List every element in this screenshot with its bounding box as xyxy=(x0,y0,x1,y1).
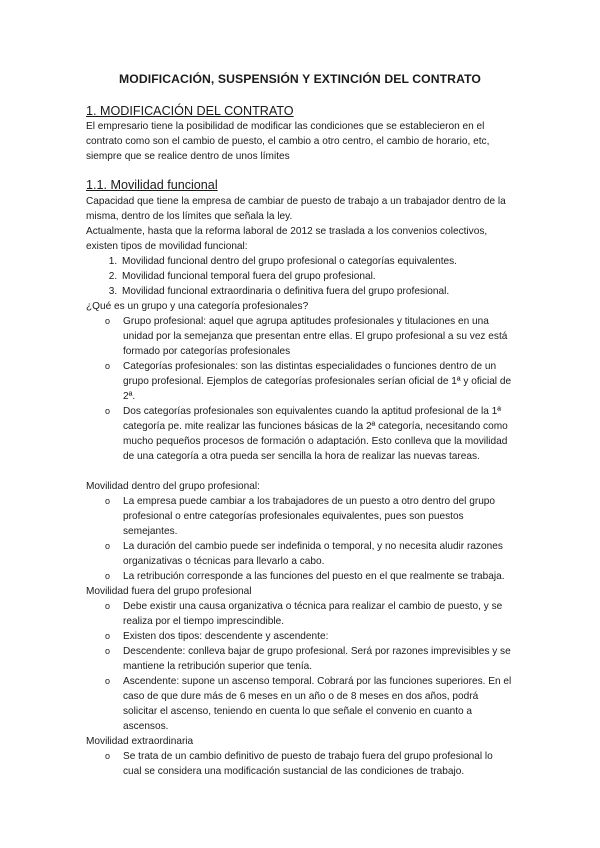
list-item: o La duración del cambio puede ser indefinida o temporal, y no necesita aludir razones organizativas o técnicas para llevarlo a cabo. xyxy=(105,541,503,567)
bullet-icon: o xyxy=(105,646,111,656)
grupo-question: ¿Qué es un grupo y una categoría profesionales? xyxy=(86,301,309,312)
list-item: o Ascendente: supone un ascenso temporal. Cobrará por las funciones superiores. En el caso de que dure más de 6 meses en un año o de 8 meses en dos años, podrá solicitar el ascenso, teniendo en cuenta lo que señale el convenio en cuanto a ascensos. xyxy=(105,676,512,732)
section-1-1-heading: 1.1. Movilidad funcional xyxy=(86,178,218,192)
definitions-list xyxy=(86,314,514,464)
reforma-paragraph: Actualmente, hasta que la reforma laboral de 2012 se traslada a los convenios colectivos, existen tipos de movilidad funcional: xyxy=(86,226,488,252)
list-item: o Grupo profesional: aquel que agrupa aptitudes profesionales y titulaciones en una unidad por la semejanza que presentan entre ellas. El grupo profesional a su vez está formado por categorías profesionales xyxy=(105,316,508,357)
list-item: o Categorías profesionales: son las distintas especialidades o funciones dentro de un grupo profesional. Ejemplos de categorías profesionales serían oficial de 1ª y oficial de 2ª. xyxy=(105,361,512,402)
list-item: o La empresa puede cambiar a los trabajadores de un puesto a otro dentro del grupo profesional o entre categorías profesionales equivalentes, pues son puestos semejantes. xyxy=(105,496,496,537)
extraordinary-heading: Movilidad extraordinaria xyxy=(86,736,194,747)
outside-group-heading: Movilidad fuera del grupo profesional xyxy=(86,586,252,597)
list-item: 3. Movilidad funcional extraordinaria o definitiva fuera del grupo profesional. xyxy=(120,284,514,299)
bullet-icon: o xyxy=(105,406,111,416)
list-item: 1. Movilidad funcional dentro del grupo profesional o categorías equivalentes. xyxy=(120,254,514,269)
extraordinary-list xyxy=(86,749,514,779)
list-item: o Dos categorías profesionales son equivalentes cuando la aptitud profesional de la 1ª categoría pe. mite realizar las funciones básicas de la 2ª categoría, necesitando como mucho pequeños procesos de formación o adaptación. Esto conlleva que la movilidad de una categoría a otra pueda ser sencilla la hora de realizar las nuevas tareas. xyxy=(105,406,508,462)
bullet-icon: o xyxy=(105,541,111,551)
movilidad-definition: Capacidad que tiene la empresa de cambiar de puesto de trabajo a un trabajador dentro de la misma, dentro de los límites que señala la ley. xyxy=(86,196,506,222)
list-item: o Existen dos tipos: descendente y ascendente: xyxy=(105,631,329,642)
bullet-icon: o xyxy=(105,751,111,761)
mobility-types-list xyxy=(86,254,514,299)
bullet-icon: o xyxy=(105,571,111,581)
bullet-icon: o xyxy=(105,631,111,641)
bullet-icon: o xyxy=(105,361,111,371)
section-1-intro: El empresario tiene la posibilidad de modificar las condiciones que se establecieron en el contrato como son el cambio de puesto, el cambio a otro centro, el cambio de horario, etc, siempre que se realice dentro de unos límites xyxy=(86,121,490,162)
section-1-heading: 1. MODIFICACIÓN DEL CONTRATO xyxy=(86,104,294,118)
list-item: 2. Movilidad funcional temporal fuera del grupo profesional. xyxy=(120,269,514,284)
bullet-icon: o xyxy=(105,676,111,686)
document-title: MODIFICACIÓN, SUSPENSIÓN Y EXTINCIÓN DEL CONTRATO xyxy=(119,72,481,86)
outside-group-list xyxy=(86,599,514,734)
bullet-icon: o xyxy=(105,601,111,611)
list-item: o Debe existir una causa organizativa o técnica para realizar el cambio de puesto, y se realiza por el tiempo imprescindible. xyxy=(105,601,503,627)
bullet-icon: o xyxy=(105,316,111,326)
list-item: o Se trata de un cambio definitivo de puesto de trabajo fuera del grupo profesional lo cual se considera una modificación sustancial de las condiciones de trabajo. xyxy=(105,751,493,777)
within-group-heading: Movilidad dentro del grupo profesional: xyxy=(86,481,260,492)
list-item: o Descendente: conlleva bajar de grupo profesional. Será por razones imprevisibles y se mantiene la retribución superior que tenía. xyxy=(105,646,511,672)
bullet-icon: o xyxy=(105,496,111,506)
within-group-list xyxy=(86,494,514,584)
list-item: o La retribución corresponde a las funciones del puesto en el que realmente se trabaja. xyxy=(105,571,505,582)
